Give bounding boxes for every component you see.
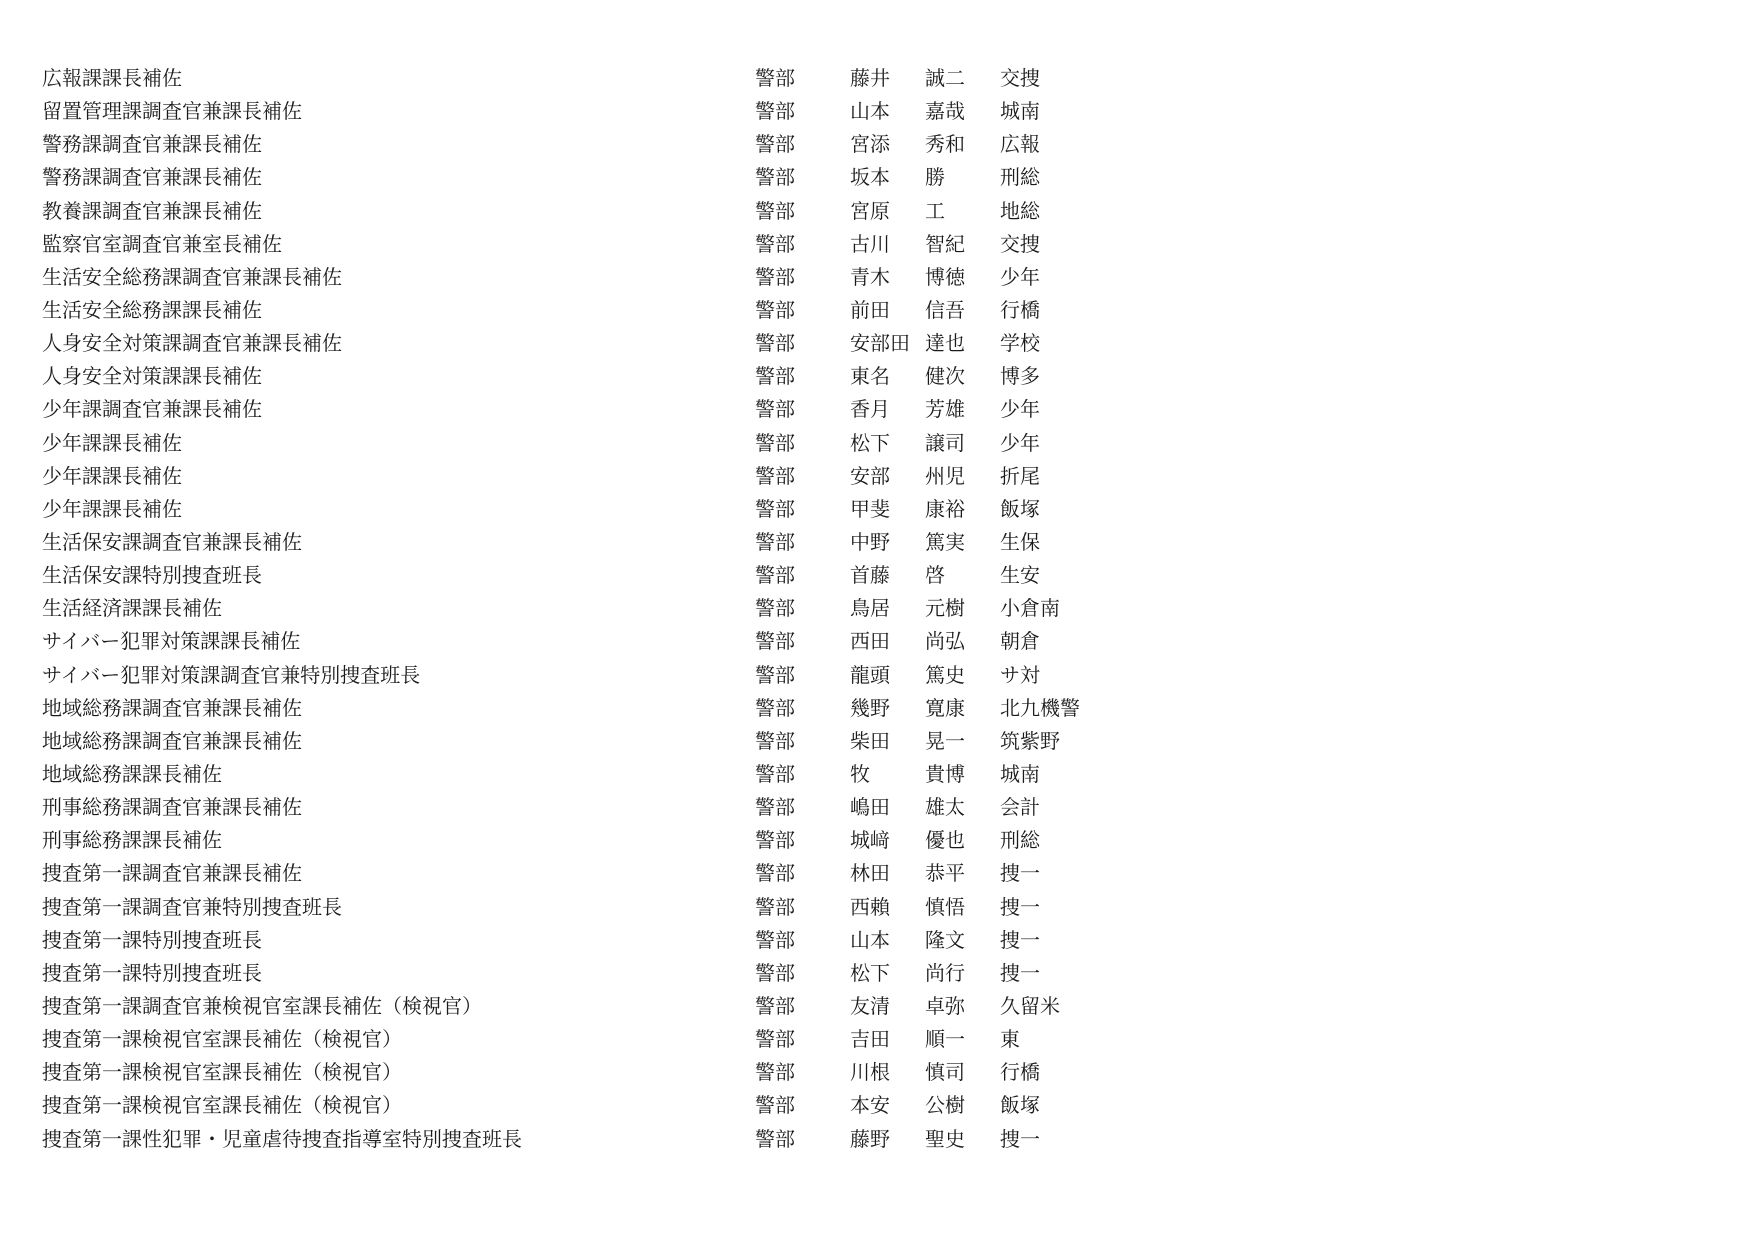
previous-post: 北九機警 — [1000, 695, 1080, 720]
given-name: 博徳 — [925, 264, 965, 289]
given-name: 尚行 — [925, 960, 965, 985]
given-name: 篤実 — [925, 529, 965, 554]
post-title: サイバー犯罪対策課調査官兼特別捜査班長 — [42, 662, 421, 687]
given-name: 達也 — [925, 331, 965, 356]
list-row — [0, 990, 1754, 1023]
surname: 甲斐 — [850, 496, 890, 521]
list-row — [0, 327, 1754, 360]
given-name: 公樹 — [925, 1093, 965, 1118]
list-row — [0, 1023, 1754, 1056]
post-title: 生活保安課調査官兼課長補佐 — [42, 529, 302, 554]
previous-post: 捜一 — [1000, 960, 1040, 985]
given-name: 智紀 — [925, 231, 965, 256]
surname: 林田 — [850, 861, 890, 886]
surname: 宮添 — [850, 132, 890, 157]
post-title: 捜査第一課検視官室課長補佐（検視官） — [42, 1027, 402, 1052]
previous-post: 刑総 — [1000, 165, 1040, 190]
post-title: 生活経済課課長補佐 — [42, 596, 222, 621]
given-name: 誠二 — [925, 66, 965, 90]
rank: 警部 — [755, 1027, 795, 1052]
rank: 警部 — [755, 66, 795, 90]
previous-post: 少年 — [1000, 397, 1040, 422]
list-row — [0, 559, 1754, 592]
previous-post: 捜一 — [1000, 927, 1040, 952]
rank: 警部 — [755, 795, 795, 820]
post-title: 捜査第一課検視官室課長補佐（検視官） — [42, 1093, 402, 1118]
previous-post: 小倉南 — [1000, 596, 1060, 621]
previous-post: 捜一 — [1000, 861, 1040, 886]
given-name: 慎司 — [925, 1060, 965, 1085]
previous-post: 飯塚 — [1000, 496, 1040, 521]
post-title: 刑事総務課調査官兼課長補佐 — [42, 795, 302, 820]
post-title: 地域総務課調査官兼課長補佐 — [42, 695, 302, 720]
post-title: 生活保安課特別捜査班長 — [42, 563, 262, 588]
given-name: 隆文 — [925, 927, 965, 952]
given-name: 健次 — [925, 364, 965, 389]
surname: 龍頭 — [850, 662, 890, 687]
given-name: 嘉哉 — [925, 99, 965, 124]
previous-post: 交捜 — [1000, 231, 1040, 256]
list-row — [0, 592, 1754, 625]
rank: 警部 — [755, 761, 795, 786]
post-title: 少年課調査官兼課長補佐 — [42, 397, 262, 422]
given-name: 工 — [925, 198, 945, 223]
given-name: 順一 — [925, 1027, 965, 1052]
post-title: 少年課課長補佐 — [42, 496, 182, 521]
list-row — [0, 1156, 1754, 1189]
rank: 警部 — [755, 728, 795, 753]
rank: 警部 — [755, 331, 795, 356]
surname: 松下 — [850, 430, 890, 455]
list-row — [0, 725, 1754, 758]
list-row — [0, 857, 1754, 890]
given-name: 康裕 — [925, 496, 965, 521]
given-name: 州児 — [925, 463, 965, 488]
rank: 警部 — [755, 563, 795, 588]
given-name: 恭平 — [925, 861, 965, 886]
surname: 首藤 — [850, 563, 890, 588]
surname: 柴田 — [850, 728, 890, 753]
rank: 警部 — [755, 927, 795, 952]
previous-post: 博多 — [1000, 364, 1040, 389]
previous-post: 学校 — [1000, 331, 1040, 356]
given-name: 信吾 — [925, 297, 965, 322]
rank: 警部 — [755, 993, 795, 1018]
rank: 警部 — [755, 662, 795, 687]
previous-post: 城南 — [1000, 761, 1040, 786]
given-name: 秀和 — [925, 132, 965, 157]
given-name: 譲司 — [925, 430, 965, 455]
list-row — [0, 625, 1754, 658]
rank: 警部 — [755, 596, 795, 621]
post-title: 広報課課長補佐 — [42, 66, 182, 90]
previous-post: 生安 — [1000, 563, 1040, 588]
given-name: 尚弘 — [925, 629, 965, 654]
list-row — [0, 692, 1754, 725]
given-name: 芳雄 — [925, 397, 965, 422]
previous-post: 城南 — [1000, 99, 1040, 124]
given-name: 晃一 — [925, 728, 965, 753]
post-title: 捜査第一課調査官兼課長補佐 — [42, 861, 302, 886]
surname: 鳥居 — [850, 596, 890, 621]
post-title: 人身安全対策課課長補佐 — [42, 364, 262, 389]
surname: 安部 — [850, 463, 890, 488]
rank: 警部 — [755, 861, 795, 886]
previous-post: サ対 — [1000, 662, 1040, 687]
previous-post: 刑総 — [1000, 828, 1040, 853]
personnel-list — [0, 62, 1754, 1189]
given-name: 啓 — [925, 563, 945, 588]
surname: 西田 — [850, 629, 890, 654]
surname: 川根 — [850, 1060, 890, 1085]
surname: 山本 — [850, 927, 890, 952]
given-name: 篤史 — [925, 662, 965, 687]
list-row — [0, 824, 1754, 857]
rank: 警部 — [755, 1060, 795, 1085]
rank: 警部 — [755, 198, 795, 223]
rank: 警部 — [755, 529, 795, 554]
post-title: 人身安全対策課調査官兼課長補佐 — [42, 331, 342, 356]
rank: 警部 — [755, 364, 795, 389]
surname: 宮原 — [850, 198, 890, 223]
list-row — [0, 294, 1754, 327]
previous-post: 少年 — [1000, 264, 1040, 289]
list-row — [0, 957, 1754, 990]
post-title: 捜査第一課検視官室課長補佐（検視官） — [42, 1060, 402, 1085]
list-row — [0, 924, 1754, 957]
given-name: 貴博 — [925, 761, 965, 786]
surname: 吉田 — [850, 1027, 890, 1052]
list-row — [0, 62, 1754, 95]
surname: 山本 — [850, 99, 890, 124]
rank: 警部 — [755, 264, 795, 289]
given-name: 慎悟 — [925, 894, 965, 919]
given-name: 雄太 — [925, 795, 965, 820]
previous-post: 朝倉 — [1000, 629, 1040, 654]
rank: 警部 — [755, 430, 795, 455]
previous-post: 折尾 — [1000, 463, 1040, 488]
rank: 警部 — [755, 132, 795, 157]
post-title: 少年課課長補佐 — [42, 463, 182, 488]
post-title: 生活安全総務課調査官兼課長補佐 — [42, 264, 342, 289]
rank: 警部 — [755, 1093, 795, 1118]
previous-post: 広報 — [1000, 132, 1040, 157]
list-row — [0, 891, 1754, 924]
surname: 藤井 — [850, 66, 890, 90]
post-title: 捜査第一課特別捜査班長 — [42, 927, 262, 952]
rank: 警部 — [755, 165, 795, 190]
list-row — [0, 393, 1754, 426]
previous-post: 地総 — [1000, 198, 1040, 223]
given-name: 優也 — [925, 828, 965, 853]
surname: 安部田 — [850, 331, 910, 356]
list-row — [0, 526, 1754, 559]
rank: 警部 — [755, 629, 795, 654]
list-row — [0, 1123, 1754, 1156]
rank: 警部 — [755, 695, 795, 720]
post-title: 警務課調査官兼課長補佐 — [42, 165, 262, 190]
surname: 坂本 — [850, 165, 890, 190]
previous-post: 東 — [1000, 1027, 1020, 1052]
list-row — [0, 161, 1754, 194]
surname: 友清 — [850, 993, 890, 1018]
list-row — [0, 659, 1754, 692]
post-title: 地域総務課課長補佐 — [42, 761, 222, 786]
surname: 嶋田 — [850, 795, 890, 820]
surname: 東名 — [850, 364, 890, 389]
given-name: 聖史 — [925, 1126, 965, 1151]
given-name: 卓弥 — [925, 993, 965, 1018]
surname: 青木 — [850, 264, 890, 289]
list-row — [0, 427, 1754, 460]
list-row — [0, 758, 1754, 791]
previous-post: 会計 — [1000, 795, 1040, 820]
rank: 警部 — [755, 894, 795, 919]
previous-post: 生保 — [1000, 529, 1040, 554]
previous-post: 飯塚 — [1000, 1093, 1040, 1118]
list-row — [0, 261, 1754, 294]
list-row — [0, 1089, 1754, 1122]
rank: 警部 — [755, 397, 795, 422]
surname: 牧 — [850, 761, 870, 786]
list-row — [0, 460, 1754, 493]
surname: 城﨑 — [850, 828, 890, 853]
surname: 本安 — [850, 1093, 890, 1118]
previous-post: 筑紫野 — [1000, 728, 1060, 753]
previous-post: 久留米 — [1000, 993, 1060, 1018]
given-name: 元樹 — [925, 596, 965, 621]
previous-post: 少年 — [1000, 430, 1040, 455]
post-title: 刑事総務課課長補佐 — [42, 828, 222, 853]
surname: 前田 — [850, 297, 890, 322]
post-title: 留置管理課調査官兼課長補佐 — [42, 99, 302, 124]
given-name: 寛康 — [925, 695, 965, 720]
rank: 警部 — [755, 960, 795, 985]
rank: 警部 — [755, 496, 795, 521]
rank: 警部 — [755, 828, 795, 853]
post-title: 捜査第一課特別捜査班長 — [42, 960, 262, 985]
previous-post: 捜一 — [1000, 1126, 1040, 1151]
rank: 警部 — [755, 1126, 795, 1151]
list-row — [0, 360, 1754, 393]
post-title: 地域総務課調査官兼課長補佐 — [42, 728, 302, 753]
given-name: 勝 — [925, 165, 945, 190]
post-title: 監察官室調査官兼室長補佐 — [42, 231, 282, 256]
list-row — [0, 1056, 1754, 1089]
surname: 藤野 — [850, 1126, 890, 1151]
list-row — [0, 195, 1754, 228]
rank: 警部 — [755, 99, 795, 124]
post-title: 少年課課長補佐 — [42, 430, 182, 455]
post-title: 警務課調査官兼課長補佐 — [42, 132, 262, 157]
rank: 警部 — [755, 231, 795, 256]
rank: 警部 — [755, 463, 795, 488]
surname: 古川 — [850, 231, 890, 256]
surname: 西賴 — [850, 894, 890, 919]
post-title: 捜査第一課性犯罪・児童虐待捜査指導室特別捜査班長 — [42, 1126, 522, 1151]
list-row — [0, 95, 1754, 128]
previous-post: 交捜 — [1000, 66, 1040, 90]
previous-post: 行橋 — [1000, 297, 1040, 322]
post-title: 教養課調査官兼課長補佐 — [42, 198, 262, 223]
surname: 中野 — [850, 529, 890, 554]
post-title: 捜査第一課調査官兼特別捜査班長 — [42, 894, 342, 919]
post-title: サイバー犯罪対策課課長補佐 — [42, 629, 301, 654]
surname: 香月 — [850, 397, 890, 422]
rank: 警部 — [755, 297, 795, 322]
surname: 松下 — [850, 960, 890, 985]
surname: 幾野 — [850, 695, 890, 720]
list-row — [0, 228, 1754, 261]
previous-post: 捜一 — [1000, 894, 1040, 919]
list-row — [0, 493, 1754, 526]
list-row — [0, 128, 1754, 161]
post-title: 生活安全総務課課長補佐 — [42, 297, 262, 322]
post-title: 捜査第一課調査官兼検視官室課長補佐（検視官） — [42, 993, 482, 1018]
previous-post: 行橋 — [1000, 1060, 1040, 1085]
list-row — [0, 791, 1754, 824]
